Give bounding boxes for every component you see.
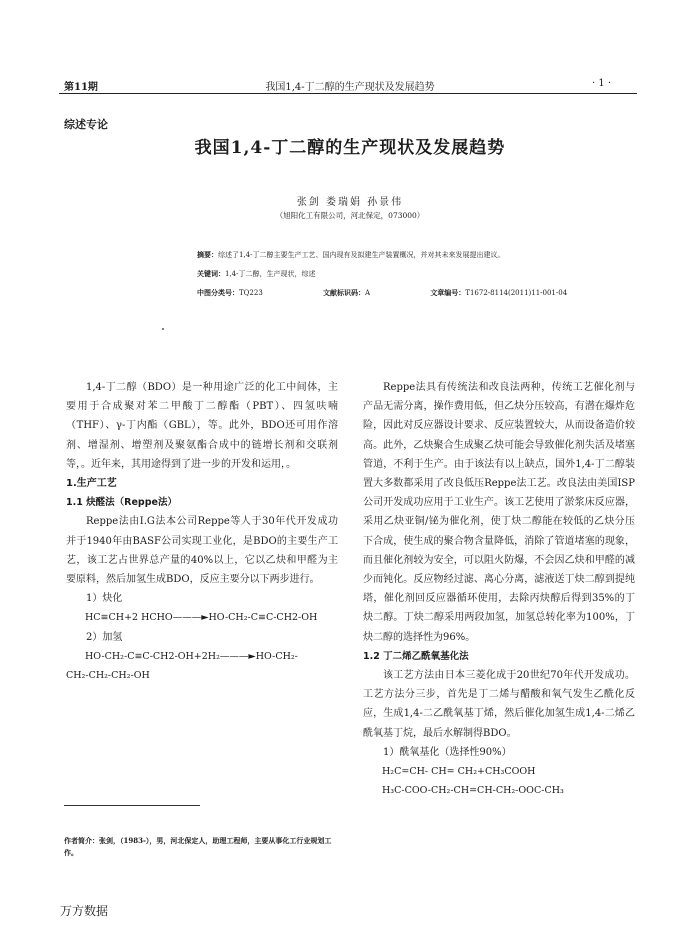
clc-value: TQ223 [239, 289, 263, 297]
footnote-label: 作者简介： [64, 836, 99, 845]
doc-code-value: A [365, 289, 371, 297]
doc-code-label: 文献标识码： [323, 288, 366, 297]
equation-alkynylation: HC≡CH+2 HCHO———►HO-CH₂-C≡C-CH2-OH [85, 612, 318, 624]
section-heading-1-1: 1.1 炔醛法（Reppe法） [66, 497, 177, 509]
affiliation: （旭阳化工有限公司，河北保定，073000） [275, 211, 425, 220]
authors: 张剑 娄瑞娟 孙景伟 [296, 197, 404, 208]
footnote-text: 张剑，（1983-），男，河北保定人，助理工程师，主要从事化工行业规划工作。 [64, 836, 332, 857]
keywords-label: 关键词： [197, 269, 225, 278]
step-hydrogenation: 2）加氢 [86, 631, 123, 643]
footnote-rule [64, 805, 200, 806]
paper-title: 我国1,4-丁二醇的生产现状及发展趋势 [194, 138, 506, 158]
section-heading-1-2: 1.2 丁二烯乙酰氧基化法 [363, 650, 469, 662]
stray-dot [162, 328, 164, 330]
keywords-text: 1,4-丁二醇，生产现状，综述 [225, 270, 316, 278]
keywords-line [197, 269, 316, 279]
header-issue: 第11期 [64, 82, 98, 93]
intro-paragraph: 1,4-丁二醇（BDO）是一种用途广泛的化工中间体，主要用于合成聚对苯二甲酸丁二醇酯（PBT）、四氢呋喃（THF）、γ-丁内酯（GBL），等。此外，BDO还可用作溶剂、增湿剂、增塑剂及聚氨酯合成中的链增长剂和交联剂等，。近年来，其用途得到了进一步的开发和运用，。 [66, 382, 338, 470]
step-acyloxylation: 1）酰氧基化（选择性90%） [383, 746, 512, 758]
equation-hydrogenation-line1: HO-CH₂-C≡C-CH2-OH+2H₂———►HO-CH₂- [85, 650, 298, 662]
author-footnote [64, 835, 338, 859]
article-no-label: 文章编号： [430, 288, 466, 297]
right-column [363, 378, 635, 800]
equation-acyloxylation-line2: H₃C-COO-CH₂-CH=CH-CH₂-OOC-CH₃ [382, 785, 564, 797]
header-page-number: · 1 · [592, 78, 612, 89]
wanfang-watermark: 万方数据 [60, 904, 109, 918]
classification-line [197, 288, 611, 298]
header-running-title: 我国1,4-丁二醇的生产现状及发展趋势 [265, 82, 435, 93]
abstract-line [197, 250, 505, 260]
header-rule [59, 93, 637, 94]
column-tag: 综述专论 [64, 118, 108, 131]
step-alkynylation: 1）炔化 [86, 593, 123, 605]
section-heading-1: 1.生产工艺 [66, 478, 117, 490]
left-column [66, 378, 338, 685]
article-no-value: T1672-8114(2011)11-001-04 [465, 289, 568, 297]
equation-hydrogenation-line2: CH₂-CH₂-CH₂-OH [66, 670, 150, 682]
equation-acyloxylation-line1: H₂C=CH- CH= CH₂+CH₃COOH [382, 766, 536, 778]
reppe-paragraph: Reppe法由I.G法本公司Reppe等人于30年代开发成功并于1940年由BASF公司实现工业化，是BDO的主要生产工艺，该工艺占世界总产量的40%以上，它以乙炔和甲醛为主要原料，然后加氢生成BDO，反应主要分以下两步进行。 [66, 516, 338, 586]
abstract-label: 摘要： [197, 250, 218, 259]
clc-label: 中图分类号： [197, 288, 239, 297]
reppe-process-paragraph: Reppe法具有传统法和改良法两种，传统工艺催化剂与产品无需分离，操作费用低，但乙炔分压较高，有潜在爆炸危险，因此对反应器设计要求、反应装置较大，从而设备造价较高。此外，乙炔聚合生成聚乙炔可能会导致催化剂失活及堵塞管道，不利于生产。由于该法有以上缺点，国外1,4-丁二醇装置大多数都采用了改良低压Reppe法工艺。改良法由美国ISP公司开发成功应用于工业生产。该工艺使用了淤浆床反应器，采用乙炔亚铜/铋为催化剂，使丁炔二醇能在较低的乙炔分压下合成，使生成的聚合物含量降低，消除了管道堵塞的现象，而且催化剂较为安全，可以阻火防爆，不会因乙炔和甲醛的减少而钝化。反应物经过滤、离心分离，滤液送丁炔二醇到提纯塔，催化剂回反应器循环使用，去除丙炔醇后得到35%的丁炔二醇。丁炔二醇采用两段加氢，加氢总转化率为100%，丁炔二醇的选择性为96%。 [363, 382, 635, 643]
butadiene-paragraph: 该工艺方法由日本三菱化成于20世纪70年代开发成功。工艺方法分三步，首先是丁二烯与醋酸和氧气发生乙酰化反应，生成1,4-二乙酰氧基丁烯，然后催化加氢生成1,4-二烯乙酰氧基丁烷，最后水解制得BDO。 [363, 670, 635, 739]
abstract-text: 综述了1,4-丁二醇主要生产工艺、国内现有及拟建生产装置概况，并对其未来发展提出建议。 [218, 251, 505, 259]
